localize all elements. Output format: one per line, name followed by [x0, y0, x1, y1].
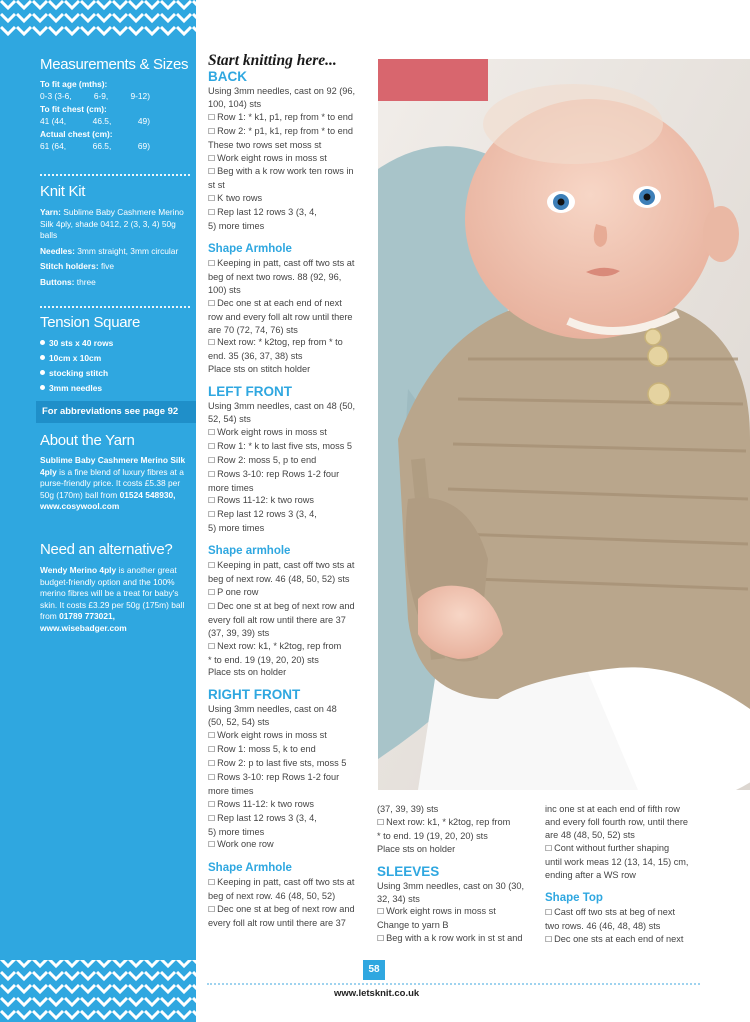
- measurements-section: [40, 56, 190, 73]
- about-yarn-title: About the Yarn: [40, 432, 135, 449]
- footer-divider: [207, 983, 700, 985]
- instruction-line[interactable]: ☐ Next row: k1, * k2tog, rep from: [208, 640, 374, 654]
- abbreviations-note: For abbreviations see page 92: [36, 401, 196, 423]
- left-armhole-continued: [377, 803, 539, 856]
- instruction-line: two rows. 46 (46, 48, 48) sts: [545, 921, 661, 932]
- instruction-line: beg of next two rows. 88 (92, 96,: [208, 271, 342, 282]
- instruction-line[interactable]: ☐ Work eight rows in moss st: [208, 426, 374, 440]
- alternative-title: Need an alternative?: [40, 541, 173, 558]
- instruction-line[interactable]: ☐ Rows 11-12: k two rows: [208, 798, 374, 812]
- sidebar: [0, 0, 196, 1022]
- tension-title: Tension Square: [40, 314, 141, 331]
- list-item: stocking stitch: [40, 365, 190, 380]
- instruction-line[interactable]: ☐ Keeping in patt, cast off two sts at: [208, 257, 374, 271]
- fit-chest-label: To fit chest (cm):: [40, 104, 107, 114]
- shape-top-instructions: [545, 906, 705, 947]
- instruction-line: Place sts on holder: [208, 667, 287, 678]
- fit-age-row: 0-3 (3-6, 6-9, 9-12): [40, 90, 150, 101]
- instruction-line[interactable]: ☐ Beg with a k row work in st st and: [377, 932, 539, 946]
- instruction-line[interactable]: ☐ Row 1: moss 5, k to end: [208, 743, 374, 757]
- actual-chest-row: 61 (64, 66.5, 69): [40, 140, 150, 151]
- instruction-line: 5) more times: [208, 826, 265, 837]
- measurements-body: [40, 79, 190, 152]
- about-yarn-body: Sublime Baby Cashmere Merino Silk 4ply is a fine blend of luxury fibres at a purse-friendly price. It costs £5.38 per 50g (170m) ball from 01524 548930, www.cosywool.com: [40, 455, 186, 511]
- back-heading: BACK: [208, 69, 247, 84]
- fit-age-label: To fit age (mths):: [40, 79, 108, 89]
- instruction-line[interactable]: ☐ Next row: k1, * k2tog, rep from: [377, 816, 539, 830]
- right-front-instructions: [208, 703, 374, 852]
- instruction-line: (50, 52, 54) sts: [208, 717, 270, 728]
- instruction-line[interactable]: ☐ Work eight rows in moss st: [377, 905, 539, 919]
- back-armhole-instructions: [208, 257, 374, 376]
- instruction-line: inc one st at each end of fifth row: [545, 804, 680, 814]
- instruction-line: 5) more times: [208, 221, 265, 232]
- instruction-line[interactable]: ☐ Dec one st at each end of next: [208, 297, 374, 311]
- instruction-line: Using 3mm needles, cast on 48 (50,: [208, 401, 356, 412]
- page-number: 58: [363, 960, 385, 980]
- instruction-line: beg of next row. 46 (48, 50, 52) sts: [208, 574, 350, 585]
- list-item: 30 sts x 40 rows: [40, 335, 190, 350]
- sleeves-instructions: [377, 880, 539, 947]
- instruction-line[interactable]: ☐ Work eight rows in moss st: [208, 152, 374, 166]
- column-1: [208, 53, 374, 930]
- knit-kit-section: [40, 183, 190, 200]
- sleeves-continued: [545, 803, 705, 881]
- baby-illustration: [378, 59, 750, 790]
- instruction-line: 32, 34) sts: [377, 893, 420, 904]
- instruction-line[interactable]: ☐ Dec one sts at each end of next: [545, 933, 705, 947]
- instruction-line: row and every foll alt row until there: [208, 311, 353, 322]
- instruction-line: more times: [208, 482, 254, 493]
- instruction-line: end. 35 (36, 37, 38) sts: [208, 351, 303, 362]
- about-yarn-section: [40, 432, 190, 449]
- column-3: [545, 803, 705, 947]
- instruction-line: (37, 39, 39) sts: [377, 804, 439, 814]
- instruction-line: Place sts on holder: [377, 843, 456, 854]
- instruction-line: (37, 39, 39) sts: [208, 627, 270, 638]
- right-front-heading: RIGHT FRONT: [208, 687, 301, 703]
- divider: [40, 174, 190, 176]
- instruction-line: * to end. 19 (19, 20, 20) sts: [208, 654, 319, 665]
- left-front-instructions: [208, 400, 374, 535]
- instruction-line[interactable]: ☐ Cast off two sts at beg of next: [545, 906, 705, 920]
- instruction-line: until work meas 12 (13, 14, 15) cm,: [545, 856, 689, 867]
- instruction-line[interactable]: ☐ Rows 11-12: k two rows: [208, 494, 374, 508]
- needles-text: Needles: 3mm straight, 3mm circular: [40, 245, 179, 256]
- instruction-line: Place sts on stitch holder: [208, 364, 311, 375]
- instruction-line[interactable]: ☐ Next row: * k2tog, rep from * to: [208, 336, 374, 350]
- list-item: 10cm x 10cm: [40, 350, 190, 365]
- actual-chest-label: Actual chest (cm):: [40, 129, 113, 139]
- instruction-line: st st: [208, 180, 225, 191]
- instruction-line[interactable]: ☐ Work eight rows in moss st: [208, 729, 374, 743]
- instruction-line: * to end. 19 (19, 20, 20) sts: [377, 830, 488, 841]
- instruction-line[interactable]: ☐ Row 2: p to last five sts, moss 5: [208, 757, 374, 771]
- footer-url[interactable]: www.letsknit.co.uk: [334, 988, 420, 999]
- instruction-line[interactable]: ☐ K two rows: [208, 192, 374, 206]
- wisebadger-link[interactable]: www.wisebadger.com: [40, 622, 127, 633]
- instruction-line: and every foll fourth row, until there: [545, 816, 688, 827]
- instruction-line[interactable]: ☐ Work one row: [208, 838, 374, 852]
- yarn-text: Yarn: Sublime Baby Cashmere Merino Silk 4ply, shade 0412, 2 (3, 3, 4) 50g balls: [40, 207, 184, 240]
- instruction-line[interactable]: ☐ P one row: [208, 586, 374, 600]
- left-armhole-heading: Shape armhole: [208, 545, 291, 558]
- instruction-line[interactable]: ☐ Rep last 12 rows 3 (3, 4,: [208, 206, 374, 220]
- instruction-line: ending after a WS row: [545, 869, 636, 880]
- instruction-line: more times: [208, 785, 254, 796]
- instruction-line: every foll alt row until there are 37: [208, 918, 346, 929]
- instruction-line[interactable]: ☐ Rep last 12 rows 3 (3, 4,: [208, 508, 374, 522]
- instruction-line: beg of next row. 46 (48, 50, 52): [208, 891, 336, 902]
- holders-text: Stitch holders: five: [40, 261, 115, 271]
- measurements-title: Measurements & Sizes: [40, 56, 189, 73]
- baby-photo: [378, 59, 750, 790]
- sleeves-heading: SLEEVES: [377, 863, 440, 879]
- right-armhole-instructions: [208, 876, 374, 930]
- tension-list: [40, 335, 190, 395]
- start-title: Start knitting here...: [208, 52, 337, 69]
- instruction-line[interactable]: ☐ Row 2: * p1, k1, rep from * to end: [208, 125, 374, 139]
- knit-kit-title: Knit Kit: [40, 183, 86, 200]
- left-armhole-instructions: [208, 559, 374, 679]
- instruction-line[interactable]: ☐ Row 2: moss 5, p to end: [208, 454, 374, 468]
- instruction-line[interactable]: ☐ Rows 3-10: rep Rows 1-2 four: [208, 771, 374, 785]
- divider: [40, 306, 190, 308]
- back-armhole-heading: Shape Armhole: [208, 242, 292, 255]
- instruction-line: are 48 (48, 50, 52) sts: [545, 829, 635, 840]
- instruction-line: These two rows set moss st: [208, 139, 322, 150]
- instruction-line[interactable]: ☐ Rows 3-10: rep Rows 1-2 four: [208, 468, 374, 482]
- instruction-line: Using 3mm needles, cast on 30 (30,: [377, 880, 525, 891]
- instruction-line[interactable]: ☐ Rep last 12 rows 3 (3, 4,: [208, 812, 374, 826]
- alternative-section: [40, 541, 190, 558]
- instruction-line: Change to yarn B: [377, 920, 449, 931]
- instruction-line[interactable]: ☐ Row 1: * k1, p1, rep from * to end: [208, 111, 374, 125]
- instruction-line: 52, 54) sts: [208, 414, 251, 425]
- instruction-line: are 70 (72, 74, 76) sts: [208, 324, 298, 335]
- instruction-line: every foll alt row until there are 37: [208, 614, 346, 625]
- tension-section: [40, 314, 190, 331]
- fit-chest-row: 41 (44, 46.5, 49): [40, 115, 150, 126]
- instruction-line[interactable]: ☐ Beg with a k row work ten rows in: [208, 165, 374, 179]
- instruction-line: Using 3mm needles, cast on 48: [208, 704, 337, 715]
- instruction-line: 100) sts: [208, 284, 241, 295]
- right-armhole-heading: Shape Armhole: [208, 862, 292, 875]
- instruction-line[interactable]: ☐ Dec one st at beg of next row and: [208, 600, 374, 614]
- instruction-line[interactable]: ☐ Cont without further shaping: [545, 842, 705, 856]
- shape-top-heading: Shape Top: [545, 892, 603, 905]
- instruction-line[interactable]: ☐ Keeping in patt, cast off two sts at: [208, 876, 374, 890]
- knit-pattern-bottom: [0, 958, 196, 1022]
- cosywool-link[interactable]: www.cosywool.com: [40, 501, 120, 511]
- knit-kit-body: [40, 207, 190, 288]
- back-instructions: [208, 85, 374, 233]
- left-front-heading: LEFT FRONT: [208, 384, 292, 400]
- instruction-line: 100, 104) sts: [208, 98, 262, 109]
- knit-pattern-top: [0, 0, 196, 38]
- buttons-text: Buttons: three: [40, 276, 96, 287]
- instruction-line[interactable]: ☐ Dec one st at beg of next row and: [208, 903, 374, 917]
- alternative-body: Wendy Merino 4ply is another great budget-friendly option and the 100% merino fibres will be a treat for baby's skin. It costs £3.29 per 50g (175m) ball from 01789 773021, www.wisebadger.com: [40, 565, 185, 633]
- column-2: [377, 803, 539, 946]
- instruction-line[interactable]: ☐ Row 1: * k to last five sts, moss 5: [208, 440, 374, 454]
- instruction-line[interactable]: ☐ Keeping in patt, cast off two sts at: [208, 559, 374, 573]
- instruction-line: 5) more times: [208, 523, 265, 534]
- list-item: 3mm needles: [40, 380, 190, 395]
- instruction-line: Using 3mm needles, cast on 92 (96,: [208, 86, 356, 96]
